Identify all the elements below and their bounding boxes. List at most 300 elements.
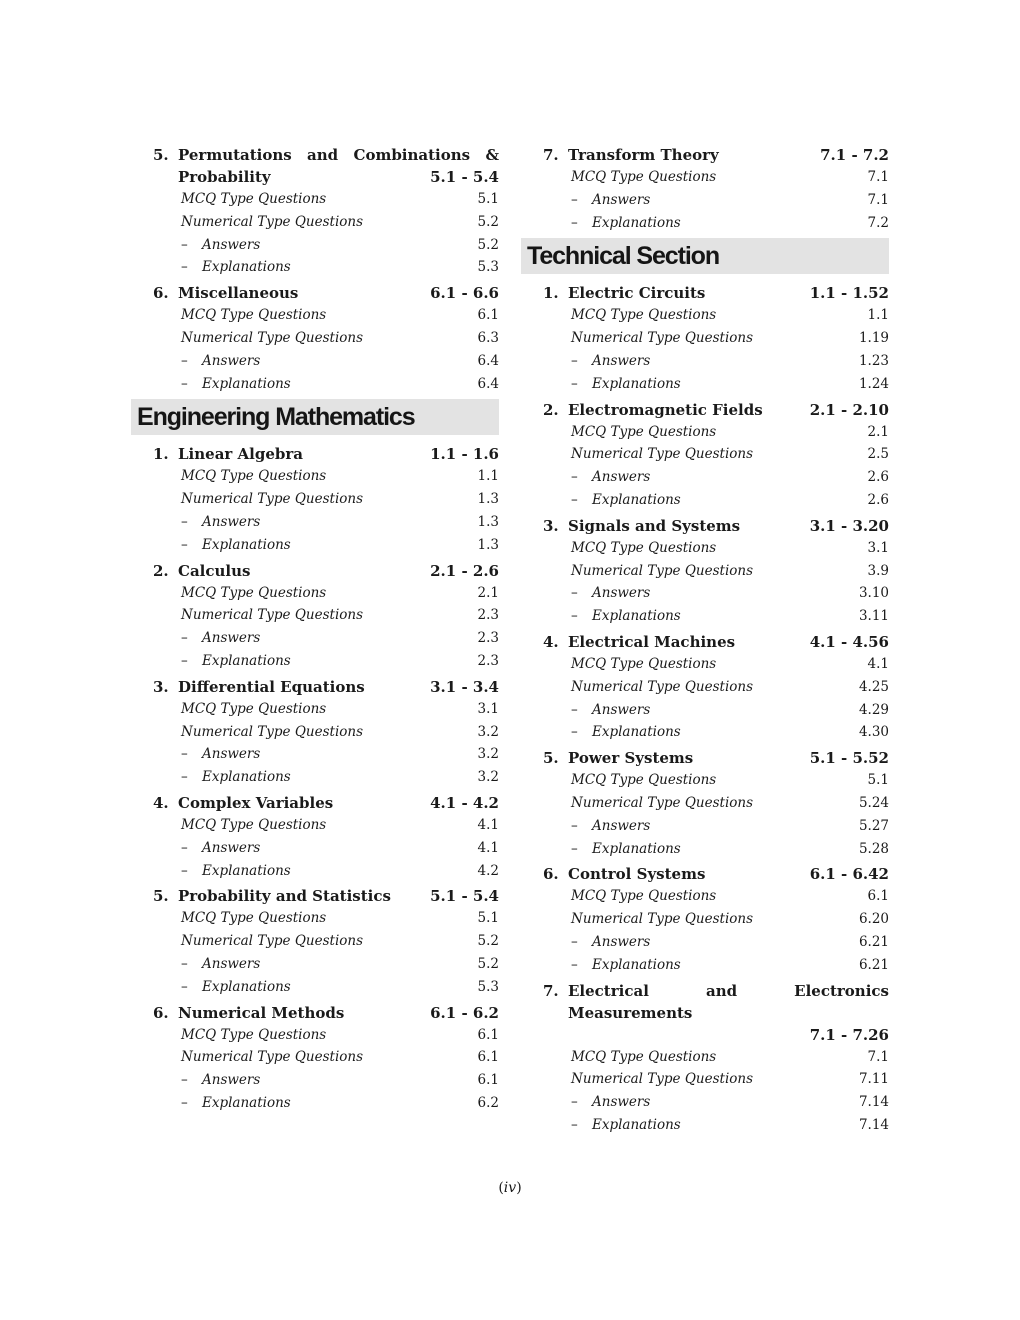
- entry-label-group: [181, 534, 291, 557]
- chapter-number: 5.: [153, 887, 169, 906]
- left-top-chapters: [131, 144, 499, 395]
- entry-label-group: [571, 189, 650, 212]
- toc-entry: [571, 954, 889, 977]
- toc-entry: [571, 908, 889, 931]
- entry-label-group: [181, 1069, 260, 1092]
- entry-page: 7.1: [867, 169, 889, 185]
- toc-entry: [571, 166, 889, 189]
- toc-entry: [571, 443, 889, 466]
- entry-dash: –: [571, 491, 578, 508]
- toc-entry: [571, 792, 889, 815]
- toc-entry: [571, 537, 889, 560]
- chapter-heading: [131, 676, 499, 698]
- chapter-number: 3.: [153, 677, 169, 696]
- entry-page: 5.2: [477, 955, 499, 972]
- chapter-heading: [521, 515, 889, 537]
- chapter-title-block: [178, 144, 499, 188]
- entry-label: Answers: [202, 1072, 261, 1089]
- toc-entry: [571, 582, 889, 605]
- entry-label: Answers: [592, 191, 651, 208]
- page-number: [0, 1180, 1020, 1196]
- toc-entry: [181, 953, 499, 976]
- right-top-chapters: [521, 144, 889, 234]
- entry-dash: –: [181, 536, 188, 553]
- entry-label-group: [571, 769, 716, 792]
- toc-entry: [181, 721, 499, 744]
- toc-entry: [181, 907, 499, 930]
- entry-label-group: [571, 212, 681, 235]
- entry-label: Explanations: [592, 1116, 681, 1133]
- chapter-heading: [521, 144, 889, 166]
- chapter-heading: [131, 560, 499, 582]
- entry-dash: –: [571, 701, 578, 718]
- chapter-page-range: 6.1 - 6.2: [430, 1003, 499, 1022]
- chapter-page-range: 3.1 - 3.4: [430, 677, 499, 696]
- entry-page: 4.2: [477, 862, 499, 879]
- entry-label-group: [571, 350, 650, 373]
- chapter-page-range: 2.1 - 2.10: [809, 400, 889, 419]
- entry-label: Explanations: [202, 862, 291, 879]
- entry-label: MCQ Type Questions: [571, 888, 717, 905]
- entry-dash: –: [571, 817, 578, 834]
- entry-dash: –: [181, 630, 188, 647]
- toc-chapter: [131, 676, 499, 789]
- toc-entry: [181, 465, 499, 488]
- entry-page: 2.3: [477, 652, 499, 669]
- toc-entry: [571, 931, 889, 954]
- toc-entry: [181, 1069, 499, 1092]
- chapter-page-range: 7.1 - 7.2: [820, 146, 889, 164]
- entry-label-group: [571, 304, 716, 327]
- chapter-number: 6.: [153, 1003, 169, 1022]
- toc-entry: [181, 604, 499, 627]
- toc-entry: [571, 327, 889, 350]
- entry-page: 3.2: [477, 769, 499, 786]
- section-title-engineering-mathematics: Engineering Mathematics: [131, 399, 499, 435]
- entry-label: Answers: [202, 630, 261, 647]
- entry-label-group: [571, 537, 716, 560]
- entry-page: 1.3: [477, 491, 499, 508]
- toc-entry: [181, 327, 499, 350]
- entry-page: 5.24: [858, 794, 889, 811]
- entry-page: 5.2: [477, 213, 499, 230]
- toc-chapter: [131, 560, 499, 673]
- entry-page: 1.19: [858, 330, 889, 347]
- entry-label: Explanations: [592, 608, 681, 625]
- entry-label: MCQ Type Questions: [181, 584, 327, 601]
- chapter-page-range: 5.1 - 5.4: [430, 887, 499, 906]
- entry-label-group: [181, 650, 291, 673]
- entry-dash: –: [181, 652, 188, 669]
- chapter-number: 5.: [153, 146, 169, 164]
- entry-page: 7.2: [867, 214, 889, 231]
- toc-entry: [571, 769, 889, 792]
- entry-label-group: [571, 885, 716, 908]
- entry-dash: –: [571, 1116, 578, 1133]
- entry-label-group: [571, 373, 681, 396]
- entry-dash: –: [181, 375, 188, 392]
- entry-dash: –: [571, 608, 578, 625]
- entry-page: 5.2: [477, 236, 499, 253]
- entry-page: 3.10: [858, 585, 889, 602]
- entry-label: Numerical Type Questions: [181, 491, 364, 508]
- section-title-technical-section: Technical Section: [521, 238, 889, 274]
- entry-label-group: [181, 373, 291, 396]
- entry-label: MCQ Type Questions: [571, 655, 717, 672]
- chapter-heading: [521, 631, 889, 653]
- chapter-title: Electrical Machines: [568, 632, 736, 651]
- toc-entry: [181, 1092, 499, 1115]
- toc-entry: [571, 605, 889, 628]
- chapter-page-range: 1.1 - 1.52: [809, 284, 889, 303]
- toc-entry: [571, 815, 889, 838]
- chapter-title: Transform Theory: [568, 146, 719, 164]
- chapter-page-range: 3.1 - 3.20: [809, 516, 889, 535]
- entry-dash: –: [571, 933, 578, 950]
- entry-label: Answers: [592, 701, 651, 718]
- chapter-heading: [521, 282, 889, 304]
- toc-entry: [181, 837, 499, 860]
- entry-label-group: [181, 234, 260, 257]
- entry-label-group: [571, 443, 753, 466]
- entry-dash: –: [181, 862, 188, 879]
- entry-page: 4.29: [858, 701, 889, 718]
- entry-label: Answers: [202, 513, 261, 530]
- entry-dash: –: [181, 259, 188, 276]
- entry-label: Numerical Type Questions: [181, 723, 364, 740]
- entry-page: 2.6: [867, 469, 889, 486]
- chapter-page-range: 4.1 - 4.2: [430, 793, 499, 812]
- entry-page: 4.1: [477, 816, 499, 833]
- toc-entry: [571, 699, 889, 722]
- entry-label: MCQ Type Questions: [571, 539, 717, 556]
- chapter-number: 3.: [543, 516, 559, 535]
- entry-dash: –: [571, 375, 578, 392]
- chapter-title: Linear Algebra: [178, 445, 304, 464]
- chapter-heading: [131, 144, 499, 188]
- entry-page: 2.3: [477, 607, 499, 624]
- entry-page: 7.14: [858, 1094, 889, 1111]
- chapter-page-range: 5.1 - 5.4: [430, 168, 499, 186]
- chapter-heading: [131, 885, 499, 907]
- chapter-title: Differential Equations: [178, 677, 365, 696]
- chapter-number: 1.: [543, 284, 559, 303]
- entry-label-group: [571, 931, 650, 954]
- entry-page: 1.3: [477, 536, 499, 553]
- entry-dash: –: [571, 214, 578, 231]
- toc-chapter: [521, 399, 889, 512]
- toc-entry: [571, 885, 889, 908]
- entry-label: Numerical Type Questions: [181, 933, 364, 950]
- entry-dash: –: [571, 956, 578, 973]
- toc-entry: [181, 350, 499, 373]
- entry-page: 6.1: [477, 1026, 499, 1043]
- entry-label-group: [571, 466, 650, 489]
- chapter-title-block: [568, 980, 889, 1046]
- entry-label-group: [571, 676, 753, 699]
- entry-label-group: [181, 721, 363, 744]
- entry-dash: –: [181, 352, 188, 369]
- entry-label: Numerical Type Questions: [571, 911, 754, 928]
- entry-dash: –: [181, 1072, 188, 1089]
- left-column: [131, 144, 499, 1118]
- entry-label-group: [181, 350, 260, 373]
- chapter-title-line: Electrical and Electronics Measurements: [568, 981, 889, 1022]
- right-chapters: [521, 282, 889, 1136]
- entry-page: 2.1: [477, 584, 499, 601]
- toc-entry: [571, 189, 889, 212]
- toc-entry: [571, 466, 889, 489]
- entry-page: 4.1: [867, 655, 889, 672]
- toc-entry: [181, 373, 499, 396]
- chapter-title: Complex Variables: [178, 793, 334, 812]
- entry-page: 1.3: [477, 513, 499, 530]
- entry-label: Answers: [592, 817, 651, 834]
- toc-chapter: [131, 1002, 499, 1115]
- entry-page: 5.3: [477, 978, 499, 995]
- chapter-title: Control Systems: [568, 865, 706, 884]
- entry-label-group: [181, 188, 326, 211]
- entry-dash: –: [571, 840, 578, 857]
- toc-entry: [571, 212, 889, 235]
- chapter-heading: [521, 399, 889, 421]
- toc-entry: [571, 560, 889, 583]
- entry-dash: –: [181, 769, 188, 786]
- page-number-open: (: [498, 1180, 504, 1196]
- toc-entry: [181, 766, 499, 789]
- entry-label-group: [571, 908, 753, 931]
- entry-label: MCQ Type Questions: [571, 307, 717, 324]
- toc-entry: [181, 930, 499, 953]
- toc-entry: [571, 350, 889, 373]
- toc-entry: [571, 421, 889, 444]
- chapter-number: 2.: [543, 400, 559, 419]
- entry-page: 6.4: [477, 375, 499, 392]
- chapter-page-range: 2.1 - 2.6: [430, 561, 499, 580]
- entry-page: 4.30: [858, 724, 889, 741]
- entry-label: Explanations: [592, 840, 681, 857]
- entry-label: MCQ Type Questions: [571, 423, 717, 440]
- entry-label-group: [571, 1046, 716, 1069]
- entry-dash: –: [181, 978, 188, 995]
- chapter-number: 7.: [543, 146, 559, 164]
- toc-entry: [571, 489, 889, 512]
- entry-label: Numerical Type Questions: [181, 213, 364, 230]
- chapter-heading: [131, 792, 499, 814]
- entry-label-group: [181, 766, 291, 789]
- entry-page: 3.2: [477, 723, 499, 740]
- entry-label: Explanations: [592, 375, 681, 392]
- toc-chapter: [131, 443, 499, 556]
- entry-label: Numerical Type Questions: [571, 794, 754, 811]
- entry-page: 2.6: [867, 491, 889, 508]
- toc-chapter: [131, 282, 499, 395]
- entry-label: Explanations: [592, 214, 681, 231]
- entry-label-group: [571, 838, 681, 861]
- toc-chapter: [521, 747, 889, 860]
- entry-label: Answers: [592, 352, 651, 369]
- entry-label-group: [571, 582, 650, 605]
- left-chapters: [131, 443, 499, 1114]
- toc-chapter: [521, 980, 889, 1137]
- toc-entry: [181, 211, 499, 234]
- entry-page: 1.23: [858, 352, 889, 369]
- chapter-heading: [131, 282, 499, 304]
- entry-label-group: [181, 327, 363, 350]
- toc-entry: [571, 721, 889, 744]
- entry-label-group: [571, 815, 650, 838]
- toc-entry: [571, 1091, 889, 1114]
- chapter-page-range: 1.1 - 1.6: [430, 445, 499, 464]
- entry-label-group: [181, 604, 363, 627]
- entry-label: MCQ Type Questions: [181, 700, 327, 717]
- chapter-title: Calculus: [178, 561, 251, 580]
- entry-label: Explanations: [202, 536, 291, 553]
- toc-chapter: [131, 144, 499, 279]
- entry-label-group: [181, 837, 260, 860]
- chapter-number: 5.: [543, 749, 559, 768]
- entry-dash: –: [181, 236, 188, 253]
- entry-label-group: [571, 792, 753, 815]
- entry-label: Answers: [202, 352, 261, 369]
- toc-entry: [181, 1046, 499, 1069]
- entry-page: 7.1: [867, 1048, 889, 1065]
- toc-entry: [571, 373, 889, 396]
- entry-page: 6.1: [867, 888, 889, 905]
- chapter-number: 1.: [153, 445, 169, 464]
- chapter-number: 4.: [543, 632, 559, 651]
- entry-page: 3.11: [858, 608, 889, 625]
- entry-label-group: [571, 605, 681, 628]
- entry-dash: –: [571, 469, 578, 486]
- entry-label: MCQ Type Questions: [181, 468, 327, 485]
- chapter-page-range: 4.1 - 4.56: [809, 632, 889, 651]
- entry-label: Explanations: [592, 956, 681, 973]
- toc-entry: [181, 256, 499, 279]
- entry-page: 5.1: [477, 910, 499, 927]
- toc-entry: [181, 1024, 499, 1047]
- chapter-title-line: [178, 166, 499, 188]
- toc-entry: [571, 1046, 889, 1069]
- toc-entry: [181, 534, 499, 557]
- chapter-title-line: [568, 1024, 889, 1046]
- toc-entry: [571, 653, 889, 676]
- entry-page: 6.21: [858, 933, 889, 950]
- entry-page: 6.2: [477, 1094, 499, 1111]
- chapter-title: Power Systems: [568, 749, 694, 768]
- toc-entry: [571, 1068, 889, 1091]
- entry-label: MCQ Type Questions: [181, 307, 327, 324]
- entry-dash: –: [181, 513, 188, 530]
- right-column: [521, 144, 889, 1140]
- toc-chapter: [131, 885, 499, 998]
- entry-label: MCQ Type Questions: [181, 910, 327, 927]
- chapter-number: 2.: [153, 561, 169, 580]
- entry-label-group: [181, 814, 326, 837]
- entry-page: 6.4: [477, 352, 499, 369]
- toc-entry: [571, 676, 889, 699]
- entry-label: Numerical Type Questions: [571, 678, 754, 695]
- entry-page: 3.1: [867, 539, 889, 556]
- entry-label: MCQ Type Questions: [181, 191, 327, 207]
- entry-page: 2.5: [867, 446, 889, 463]
- entry-page: 6.3: [477, 329, 499, 346]
- chapter-title-line: Permutations and Combinations &: [178, 146, 499, 164]
- entry-page: 2.1: [867, 423, 889, 440]
- entry-page: 5.1: [867, 772, 889, 789]
- entry-label-group: [181, 743, 260, 766]
- entry-page: 1.24: [858, 375, 889, 392]
- entry-label: MCQ Type Questions: [571, 772, 717, 789]
- toc-entry: [181, 234, 499, 257]
- chapter-heading: [131, 1002, 499, 1024]
- entry-page: 5.1: [477, 191, 499, 207]
- chapter-title: Numerical Methods: [178, 1003, 345, 1022]
- toc-entry: [181, 743, 499, 766]
- entry-label-group: [571, 1068, 753, 1091]
- entry-label-group: [181, 488, 363, 511]
- entry-label-group: [181, 1024, 326, 1047]
- entry-label-group: [181, 304, 326, 327]
- entry-dash: –: [181, 839, 188, 856]
- entry-page: 1.1: [867, 307, 889, 324]
- chapter-heading: [521, 747, 889, 769]
- toc-chapter: [521, 515, 889, 628]
- entry-label-group: [571, 166, 716, 189]
- toc-entry: [181, 488, 499, 511]
- entry-dash: –: [571, 1094, 578, 1111]
- toc-chapter: [521, 863, 889, 976]
- entry-page: 7.1: [867, 191, 889, 208]
- entry-label: Explanations: [202, 769, 291, 786]
- toc-entry: [181, 511, 499, 534]
- entry-page: 6.20: [858, 911, 889, 928]
- entry-label: Numerical Type Questions: [571, 446, 754, 463]
- toc-entry: [181, 698, 499, 721]
- chapter-heading: [521, 863, 889, 885]
- entry-label-group: [571, 721, 681, 744]
- entry-label: MCQ Type Questions: [181, 816, 327, 833]
- entry-page: 3.9: [867, 562, 889, 579]
- toc-chapter: [131, 792, 499, 882]
- entry-label: MCQ Type Questions: [571, 1048, 717, 1065]
- chapter-number: 6.: [543, 865, 559, 884]
- entry-page: 7.14: [858, 1116, 889, 1133]
- chapter-title: Signals and Systems: [568, 516, 741, 535]
- entry-label-group: [571, 954, 681, 977]
- entry-label: Explanations: [202, 259, 291, 276]
- entry-label: Numerical Type Questions: [571, 562, 754, 579]
- entry-label-group: [181, 1092, 291, 1115]
- entry-label: Numerical Type Questions: [181, 607, 364, 624]
- chapter-number: 4.: [153, 793, 169, 812]
- entry-dash: –: [571, 724, 578, 741]
- entry-label-group: [181, 953, 260, 976]
- entry-dash: –: [571, 585, 578, 602]
- page-number-close: ): [516, 1180, 522, 1196]
- entry-page: 5.28: [858, 840, 889, 857]
- entry-label: Numerical Type Questions: [181, 329, 364, 346]
- chapter-title: Electromagnetic Fields: [568, 400, 763, 419]
- entry-label: Explanations: [592, 491, 681, 508]
- chapter-page-range: 7.1 - 7.26: [809, 1025, 889, 1044]
- entry-label-group: [181, 976, 291, 999]
- entry-page: 5.27: [858, 817, 889, 834]
- toc-entry: [181, 976, 499, 999]
- entry-label: Answers: [592, 1094, 651, 1111]
- toc-entry: [181, 188, 499, 211]
- chapter-page-range: 5.1 - 5.52: [809, 749, 889, 768]
